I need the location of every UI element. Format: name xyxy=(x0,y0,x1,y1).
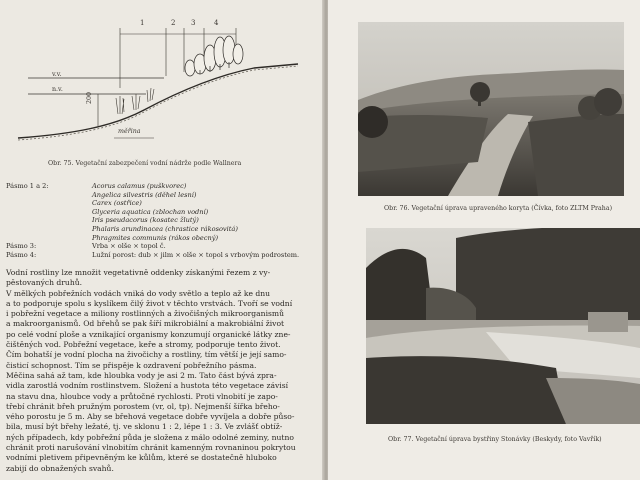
text-line: Čím bohatší je vodní plocha na živočichy a rostliny, tím větší je její samo- xyxy=(6,350,287,360)
legend-row: Carex (ostřice) xyxy=(92,199,142,208)
text-line: ných případech, kdy pobřežní půda je složena z málo odolné zeminy, nutno xyxy=(6,432,294,442)
body-text xyxy=(6,268,296,474)
figure-77-caption: Obr. 77. Vegetační úprava bystřiny Stonávky (Beskydy, foto Vavřík) xyxy=(388,436,602,443)
water-level-normal-label: n.v. xyxy=(52,86,63,93)
figure-77-photo xyxy=(366,228,640,424)
figure-75-caption: Obr. 75. Vegetační zabezpečení vodní nádrže podle Wallnera xyxy=(48,160,242,167)
text-line: i pobřežní vegetace a miliony rostlinných a živočišných mikroorganismů xyxy=(6,309,284,319)
text-line: vodními pletivem připevněným ke kůlům, které se dostatečně hluboko xyxy=(6,453,277,463)
text-line: a to podporuje spolu s kyslíkem čilý život v těchto vrstvách. Tvoří se vodní xyxy=(6,298,293,308)
text-line: po celé vodní ploše a vznikající organismy konzumují organické látky zne- xyxy=(6,329,291,339)
text-line: vého porostu je 5 m. Aby se břehová vegetace dobře vyvíjela a dobře půso- xyxy=(6,412,295,422)
zone-label-4: 4 xyxy=(214,19,219,27)
zone-label-3: 3 xyxy=(191,19,196,27)
text-line: a makroorganismů. Od břehů se pak šíří mikrobiální a makrobiální život xyxy=(6,319,285,329)
reservoir-diagram xyxy=(14,14,304,150)
text-line: čištěných vod. Pobřežní vegetace, keře a stromy, podporuje tento život. xyxy=(6,340,281,350)
legend-row: Pásmo 1 a 2: Acorus calamus (puškvorec) xyxy=(6,182,187,190)
figure-76-photo xyxy=(358,22,624,196)
zone-label-2: 2 xyxy=(171,19,176,27)
legend-row: Phragmites communis (rákos obecný) xyxy=(92,233,219,242)
right-page xyxy=(328,0,640,480)
text-line: třebí chránit břeh pružným porostem (vr, ol, tp). Nejmenší šířka břeho- xyxy=(6,401,280,411)
text-line: bila, musí být břehy ležaté, tj. ve sklonu 1 : 2, lépe 1 : 3. Ve zvlášť obtíž- xyxy=(6,422,283,432)
text-line: zabijí do obnažených svahů. xyxy=(6,463,114,473)
text-line: Měčina sahá až tam, kde hloubka vody je asi 2 m. Tato část bývá zpra- xyxy=(6,370,277,380)
depth-label: 200 xyxy=(86,91,93,104)
text-line: na stavu dna, hloubce vody a průtočné rychlosti. Proti vlnobití je zapo- xyxy=(6,391,278,401)
zone-label-1: 1 xyxy=(140,19,145,27)
figure-76-caption: Obr. 76. Vegetační úprava upraveného koryta (Čívka, foto ZLTM Praha) xyxy=(384,205,613,212)
legend-row: Angelica silvestris (děhel lesní) xyxy=(92,190,197,199)
legend-row: Pásmo 4: Lužní porost: dub × jilm × olše × topol s vrbovým podrostem. xyxy=(6,250,300,259)
water-level-high-label: v.v. xyxy=(52,71,62,78)
text-line: V mělkých pobřežních vodách vniká do vody světlo a teplo až ke dnu xyxy=(6,288,271,298)
text-line: Vodní rostliny lze množit vegetativně oddenky získanými řezem z vy- xyxy=(6,268,271,277)
measure-label: měřina xyxy=(118,128,141,135)
legend-row: Iris pseudacorus (kosatec žlutý) xyxy=(92,216,199,225)
text-line: pěstovaných druhů. xyxy=(6,278,83,288)
legend-row: Pásmo 3: Vrba × olše × topol č. xyxy=(6,242,166,251)
legend-row: Glyceria aquatica (zblochan vodní) xyxy=(92,207,209,216)
legend-row: Phalaris arundinacea (chrastice rákosovitá) xyxy=(92,224,238,233)
species-legend xyxy=(6,182,299,259)
text-line: vidla zarostlá vodním rostlinstvem. Složení a hustota této vegetace závisí xyxy=(6,381,289,391)
text-line: čisticí schopnost. Tím se přispěje k ozdravení pobřežního pásma. xyxy=(6,360,257,370)
text-line: chránit proti narušování vlnobitím chránit kamenným rovnaninou pokrytou xyxy=(6,443,296,453)
